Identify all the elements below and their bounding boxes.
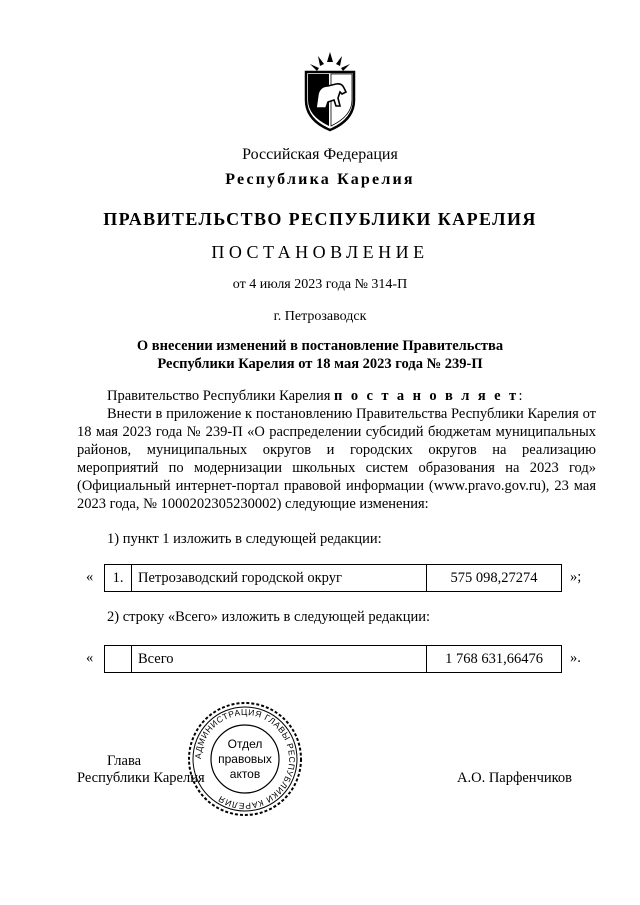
main-paragraph-indent [77, 406, 107, 422]
table1-quote-open: « [86, 569, 94, 585]
item-1: 1) пункт 1 изложить в следующей редакции: [107, 531, 382, 547]
stamp-center-line-3: актов [229, 767, 261, 781]
table-row [105, 646, 562, 673]
table2-row-value: 1 768 631,66476 [427, 646, 562, 673]
intro-prefix: Правительство Республики Карелия [107, 388, 335, 404]
table1-row-number: 1. [105, 565, 132, 592]
subject-line-2: Республики Карелия от 18 мая 2023 года № 239-П [157, 356, 483, 372]
government-title: ПРАВИТЕЛЬСТВО РЕСПУБЛИКИ КАРЕЛИЯ [103, 209, 537, 229]
table1-row-value: 575 098,27274 [427, 565, 562, 592]
stamp-center-line-2: правовых [218, 752, 272, 766]
republic-name: Республика Карелия [225, 171, 415, 188]
intro-decrees: п о с т а н о в л я е т [334, 388, 519, 404]
coat-of-arms-icon [300, 50, 360, 132]
intro-suffix: : [518, 388, 523, 404]
signatory-title-line-1: Глава [107, 753, 142, 769]
table1-quote-close: »; [570, 569, 582, 585]
stamp-center-line-1: Отдел [227, 737, 263, 751]
table2-quote-open: « [86, 650, 94, 666]
table1-row-name: Петрозаводский городской округ [132, 565, 427, 592]
coat-of-arms-emblem [300, 50, 360, 132]
table2-quote-close: ». [570, 650, 581, 666]
item-2: 2) строку «Всего» изложить в следующей редакции: [107, 609, 431, 625]
subject-line-1: О внесении изменений в постановление Правительства [136, 338, 504, 354]
stamp-icon [186, 700, 304, 818]
amendment-table-2 [104, 645, 562, 673]
table2-row-number [105, 646, 132, 673]
intro-paragraph [107, 387, 523, 405]
document-subject [0, 337, 640, 373]
signatory-name: А.О. Парфенчиков [457, 770, 573, 786]
official-stamp [186, 700, 304, 818]
document-date-number: от 4 июля 2023 года № 314-П [232, 277, 408, 292]
table-row [105, 565, 562, 592]
amendment-table-1 [104, 564, 562, 592]
table2-row-name: Всего [132, 646, 427, 673]
country-name: Российская Федерация [242, 146, 398, 163]
signatory-title-line-2: Республики Карелия [77, 770, 205, 786]
main-paragraph [77, 405, 596, 513]
document-city: г. Петрозаводск [273, 309, 367, 324]
document-type: ПОСТАНОВЛЕНИЕ [211, 242, 429, 262]
stamp-ring-text: АДМИНИСТРАЦИЯ ГЛАВЫ РЕСПУБЛИКИ КАРЕЛИЯ [192, 706, 298, 812]
main-paragraph-text: Внести в приложение к постановлению Правительства Республики Карелия от 18 мая 2023 года № 239-П «О распределении субсидий бюджетам муниципальных районов, муниципальных округов и городских округов на реализацию мероприятий по модернизации школьных систем образования на 2023 год» (Официальный интернет-портал правовой информации (www.pravo.gov.ru), 23 мая 2023 года, № 1000202305230002) следующие изменения: [77, 406, 596, 512]
